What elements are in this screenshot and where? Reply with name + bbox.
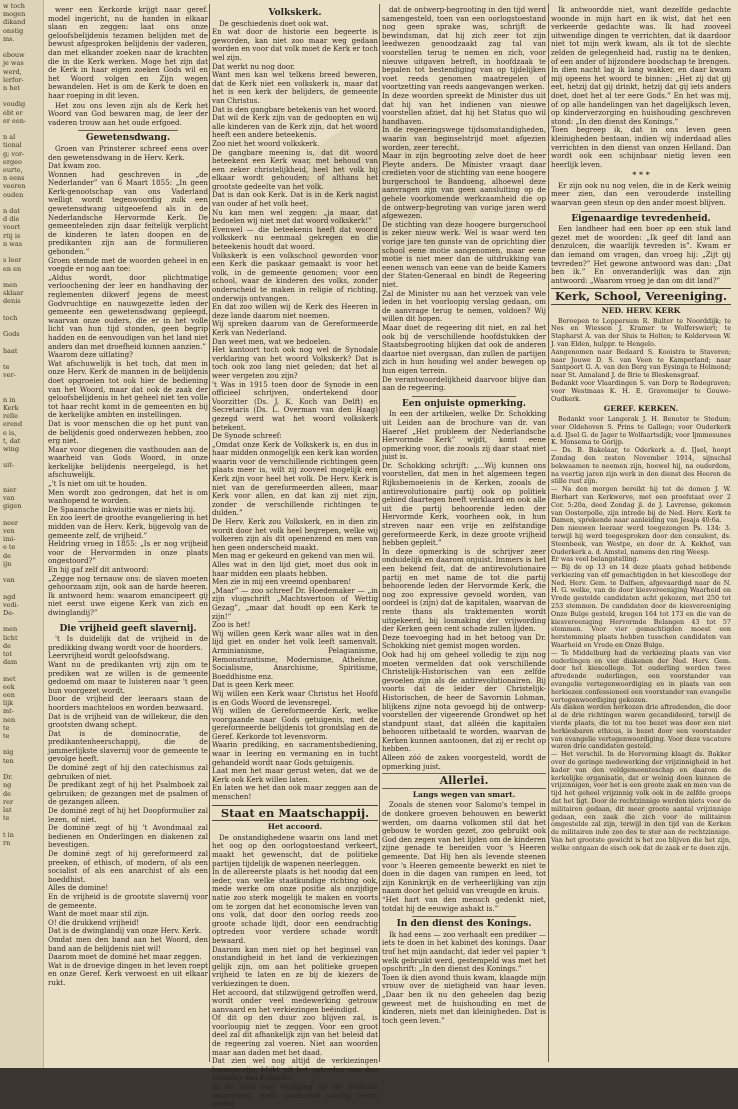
article-text: Ik antwoordde niet, want dezelfde gedachte woonde in mijn hart en ik wist, dat het een verkeerde gedachte was. Ik had zooveel uitwendige dingen te verrichten, dat ik daardoor niet tot mijn werk kwam, als ik tot de slechte zelden de gelegenheid had, rustig na te denken, of een ander of bijzondere boodschap te brengen. In dien nacht lag ik lang wakker, en daar kwam mij opeens het woord te binnen: „Het zij dat gij eet, hetzij dat gij drinkt, hetzij dat gij iets anders doet, doet het al ter eere Gods.” En het was mij, of op alle handelingen van het dagelijksch leven, op kinderverzorging en huishouding geschreven stond: „In den dienst des Konings.” Toen begreep ik, dat in ons leven geen kleinigheden bestaan, indien wij inderdaad alles verrichten in den dienst van onzen Helland. Dan wordt ook een schijnbaar nietig leven een heerlijk leven.	[551, 5, 731, 169]
section-heading: Allerlei.	[439, 774, 489, 788]
article-text: weer een Kerkorde krijgt naar geref. model ingericht, nu de handen in elkaar slaan en zeggen: laat ons onze geloofsbelijdenis tezamen belijden met de bewust afgesproken belijdenis der vaderen, dan met elkander zoeken naar de krachten die in die Kerk werken. Moge het zijn dat de Kerk in haar eigen zoeken Gods wil en het Woord volgen en Zijn wegen bewandelen. Het is om de Kerk te doen en haar roeping in dit leven.	[48, 5, 208, 100]
divider	[581, 211, 701, 212]
column-rule	[548, 4, 549, 1062]
article-text: In een der artikelen, welke Dr. Schokking uit Leiden aan de brochure van dr. van Haeref „Het probleem der Nederlandsche Hervormde Kerk” wijdt, komt eene opmerking voor, die zooals zij daar staat niet juist is. Dr. Schokking schrijft: „...Wij kunnen ons voorstellen, dat men in het algemeen tegen Rijksbemoeienis in de Kerken, zooals de antirevolutionaire partij ook op politiek gebied daartegen heeft verklaard en ook alle uit die partij behoorende leden der Hervormde Kerk, voorheen ook, in hun streven naar een vrije en zelfstandige gereformeerde Kerk, in deze groote vrijheid hebben gepleit.” In deze opmerking is de schrijver zeer onduidelijk en daarom onjuist. Immers is het een bekend feit, dat de antirevolutionaire partij en met name de tot die partij behoorende leden der Hervormde Kerk, die nog zoo expressive gevoeld worden, van oordeel is (zijn) dat de kapitalen, waarvan de rente thans als traktementen wordt uitgekeerd, bij losmaking der vrijwording der Kerken geen cent schade zullen lijden. Deze toevoeging had in het betoog van Dr. Schokking niet gemist mogen worden. Ook had hij om geheel volledig te zijn nog moeten vermelden dat ook verschillende Christelijk-Historischen van een zelfde gevoelen zijn als de antirevolutionairen. Bij voorts dat de leider der Christelijk-Historischen, de heer de Savornin Lohman, blijkens zijne nota gevoegd bij de ontwerp-voorstellen der vigeerende Grondwet op het standpunt staat, dat alléén die kapitalen behooren uitbetaald te worden, waarvan de Kerken kunnen aantoonen, dat zij er recht op hebben. Alleen zóó de zaken voorgesteld, wordt de opmerking juist.	[382, 409, 546, 771]
article-heading: Een onjuiste opmerking.	[401, 398, 527, 409]
column-3	[382, 6, 546, 1061]
article-heading: Volkskerk.	[268, 8, 322, 18]
article-text: De geschiedenis doet ook wat. En wat door de historie een begeerte is geworden, kan niet zoo maar weg gedaan worden en voor dat volk moet de Kerk er toch wel zijn. Dat werkt nu nog door. Want men kan wel telkens breed beweren, dat de Kerk niet een volkskerk is, maar dat het is een kerk der belijders, de gemeente van Christus. Dat is den gangbare betekenis van het woord. Dat wil de Kerk zijn van de gedoopten en wij alle kinderen van de Kerk zijn, dat het woord heeft een andere beteekenis. Zoo niet het woord volkskerk. De gangbare meening is, dat dit woord beteekent een Kerk waar, met behoud van een zeker christelijkheid, heel het volk bij elkaar wordt gehouden; of althans het grootste gedeelte van het volk. Dat is dan ook Kerk. Dat is in de Kerk nagist van ouder af het volk heet. Nu kan men wel zeggen: „ja maar, dat bedoelen wij niet met dat woord volkskerk!” Evenwel — die beteekenis heeft dat woord volkskerk nu eenmaal gekregen en die beteekenis houdt dat woord. Volkskerk is een volkschool geworden voor een Kerk die paskaar gemaakt is voor het volk, in de gemeente genomen; voor een school, waar de kinderen des volks, zonder onderscheid te maken in religie of richting, onderwijs ontvangen. En dat zoo willen wij de Kerk des Heeren in deze lande daarom niet noemen. Wij spreken daarom van de Gereformeerde Kerk van Nederland. Dan weet men, wat we bedoelen. Het kantoort toch ook nog wel de Synodale verklaring van het woord Volkskerk? Dat is toch ook zoo lang niet geleden; dat het al weer vergeten zou zijn? 't Was in 1915 toen door de Synode in een officieel schrijven, ondertekend door Voorzitter (Ds. J. K. Koch van Delft) en Secretaris (Ds. L. Overman van den Haag) gezegd werd wat het woord volkskerk betekent. De Synode schreef: „Omdat onze Kerk de Volkskerk is, en dus in haar midden onmogelijk een kerk kan worden waarin voor de verschillende richtingen geen plaats meer is, wilt zij zooveel mogelijk een Kerk zijn voor heel het volk. De Herv. Kerk is niet van de gereformeerden alleen, maar Kerk voor allen, en dat kan zij niet zijn, zonder de verschillende richtingen te dulden.” De Herv. Kerk zou Volkskerk, en in dien zin wordt door het volk heel begrepen, welke wij volkeren zijn als dit openenzend en men van hen geen onderscheid maakt. Men mag er gekeurd en gekend van men wil. Alles wat in den lijd giet, moet dus ook in haar midden een plaats hebben. Men zie in mij een vreemd openbaren! „Maar” — zoo schreef Dr. Hoedemaker — „in zijn vlugschrift „Machtsvertoon of Wettig Gezag”, „maar dat houdt op een Kerk te zijn!” Zoo is het! Wij willen geen Kerk waar alles wat in den lijd giet en onder het volk leeft samenvalt. Arminianisme, Pelagianisme, Remonstrantisme, Modernisme, Atheïsme, Socialisme, Anarchisme, Spiritisme, Boeddhisme enz. Dat is geen Kerk meer. Wij willen een Kerk waar Christus het Hoofd is en Gods Woord de levensregel. Wij willen de Gereformeerde Kerk, welke voorgaande naar Gods getuigenis, met de gereformeerde belijdenis tot grondslag en de Geref. Kerkorde tot levensvorm. Waarin prediking, en sacramentsbediening, waar in leering en vermaning en in tucht gehandeld wordt naar Gods getuigenis. Laat men het maar gerust weten, dat we de Kerk ook Kerk willen laten. En laten we het dan ook maar zeggen aan de menschen!	[212, 18, 378, 802]
article-heading: In den dienst des Konings.	[396, 919, 532, 930]
subsection-heading: NED. HERV. KERK	[601, 306, 681, 315]
divider	[412, 916, 516, 917]
article-text: De onstandighedene waarin ons land met het oog op den oorlogstoestand verkeert, maakt het gewenscht, dat de politieke partijen tijdelijk de wapenen neerleggen. In de allereerste plaats is het noodig dat een ieder, van welke staatkundige richting ook, mede werke om onze positie als onzijdige natie zoo sterk mogelijk te maken en voorts om te zorgen dat het economische leven van ons volk, dat door den oorlog reeds zoo groote schade lijdt, door een eendrachtig optreden voor verdere schade wordt bewaard. Daarom kan men niet op het beginsel van onstandigheid in het land de verkiezingen gelijk zijn, om aan het politieke groepen vrijheid te laten en ze bij de kiezers de verkiezingen te doen. Het accoord, dat stilzwijgend getroffen werd, wordt onder veel medewerking getrouw aanvaard en het verkiezingen beëindigd. Of dit op den duur zoo blijven zal, is voorloopig niet te zeggen. Voor een groot deel zal dit afhankelijk zijn van het beleid dat de regeering zal voeren. Niet aan woorden maar aan daden met het daad. Dat zien wel nog altijd de verkiezingen kunnen zijn, blijkt uit het optreden van den Minister van Koloniën. In de nota van wijziging op de Indische begrooting, welk staatsstuk noodig werd, omdat	[212, 832, 378, 1109]
left-page-fragment	[0, 0, 44, 1068]
article-heading: Eigenaardige tevredenheid.	[571, 213, 711, 224]
article-text: Er zijn ook nu nog velen, die in de Kerk weinig meer zien, dan een verouderde instelling waarvan geen steun op den ander moest blijven.	[551, 180, 731, 208]
column-rule	[209, 4, 210, 1062]
article-text: 't Is duidelijk dat de vrijheid in de predikking dwang wordt voor de hoorders. Leervrijheid wordt geloofsdwang. Want nu de predikanten vrij zijn om te prediken wat ze willen is de gemeente gedoemd om maar te luisteren naar 't geen hun voorgezet wordt. Door de vrijheid der leeraars staan de hoorders machteloos en worden bezwaard. Dat is de vrijheid van de willekeur, die den grootsten dwang schept. Dat is de dominocratie, de predikantenheerschappij, die de jammerlijkste slavernij voor de gemeente te gevolge heeft. De dominé zegt of hij den catechismus zal gebruiken of niet. De predikant zegt of hij het Psalmboek zal gebruiken; de gezangen met de psalmen of de gezangen alleen. De dominé zegt of hij het Doopformulier zal lezen, of niet. De dominé zegt of hij 't Avondmaal zal bedienen en Onderlingen en diakenen zal bevestigen. De dominé zegt of hij gereformeerd zal preeken, of ethisch, of modern, of als een socialist of als een anarchist of als een boeddhist. Alles de domine! En de vrijheid is de grootste slavernij voor de gemeente. Want de moet maar stil zijn. O! die drukkend vrijheid! Dat is de dwinglandij van onze Herv. Kerk. Omdat men den band aan het Woord, den band aan de belijdenis niet wil! Daarom moet de dominé het maar zeggen. Wat is de droevige dingen in het leven roept en onze Geref. Kerk verwoest en uit elkaar rukt.	[48, 634, 208, 987]
news-items: Beroepen te Loppersum R. Bulter te Noorddijk; te Nes en Wiesson J. Kramer te Wolferswiert; te Stapharst A. van der Sluis te Holten; te Kolderveen W. J. van Elden, hulppr. te Hengelo. Aangenomen naar Bedaard S. Kooistra te Staveren; naar Jouwe D. S. van Veen te Kamperland; naar Santpoort G. A. van den Berg van Eysinga te Helmond; naar St. Annaland J. de Brie te Bleskensgraaf. Bedankt voor Vlaardingen S. van Dorp te Rodegraven; voor Westmaas K. H. E. Gravemeijer te Gouwe-Oudkerk.	[551, 316, 731, 403]
article-text: Het zou ons leven zijn als de Kerk het Woord van God bewaren mag, de leer der vaderen trouw aan het oude erfgoed.	[48, 100, 208, 127]
divider	[78, 621, 178, 622]
divider	[78, 130, 178, 131]
column-4	[551, 6, 731, 1061]
article-heading: Die vrijheid geeft slavernij.	[59, 623, 197, 634]
article-text: Groen van Prinsterer schreef eens over den gewetensdwang in de Herv. Kerk. Dat kwam zoo. Wonnen had geschreven in „de Nederlander” van 6 Maart 1855: „In geen Kerk-genootschap van ons Vaderland welligt wordt tegenwoordig zulk een gewetensdwang uitgeoefend als in de Nederlandsche Hervormde Kerk. De gemeenteleden zijn daar feitelijk verplicht de kinderen te laten doopen en de predikanten zijn aan de formulieren gebonden.” Groen stemde met de woorden geheel in en voegde er nog aan toe: „Aldus wordt, door plichtmatige verloochening der leer en handhaving der reglementen dikwerf jegens de meest Godvruchtige en nauwgezette leden der gemeente een gewetensdwang gepleegd, waarvan onze ouders, die er in het volle licht van hun tijd stonden, geen begrip hadden en de eenvoudigen van het land niet anders dan met droefheid kunnen aanzien.” Waarom deze uitlating? Wat afschuwelijk is het toch, dat men in onze Herv. Kerk de mannen in de belijdenis doet opgroeien tot ook hier de bediening van het Woord, maar dat ook de zaak der geloofsbelijdenis in het geheel niet ten volle tot haar recht komt in de gemeenten en bij de kerkelijke ambten en instellingen. Dat is voor menschen die op het punt van de belijdenis goed onderwezen hebben, zoo erg niet. Maar voor diegenen die vasthouden aan de waarheid van Gods Woord, in onze kerkelijke belijdenis neergelegd, is het afschuwelijk. „'t Is niet om uit te houden. Men wordt zoo gedrongen, dat het is om wanhopend te worden. De Spaansche inkwisitie was er niets bij. En zoo leert de groothe evangeliering in het midden van de Herv. Kerk, bijgevolg van de gemeente zelf, de vrijheid.” Heldring vroeg in 1855: „Is er nog vrijheid voor de Hervormden in onze plaats ongestoord?” En hij gaf zelf dit antwoord: „Zegge nog ternauw ons: de slaven moeten gehoorzaam zijn, ook aan de harde heeren. Ik antwoord hem: waarom emancipeert gij niet eerst uwe eigene Kerk van zich en dwinglandij?”	[48, 143, 208, 617]
article-text: Ik had eens — zoo verhaalt een prediker — iets te doen in het kabinet des konings. Daar trof het mijn aandacht, dat ieder vel papier 't welk gebruikt werd, gestempeld was met het opschrift: „In den dienst des Konings.” Toen ik dien avond thuis kwam, klaagde mijn vrouw over de nietigheid van haar leven. „Daar ben ik nu den geheelen dag bezig geweest met de huishouding en met de kinderen, niets met dan kleinigheden. Dat is toch geen leven.”	[382, 929, 546, 1025]
column-rule	[379, 4, 380, 1062]
divider	[412, 396, 516, 397]
subsection-heading: GEREF. KERKEN.	[603, 404, 679, 414]
news-items: Bedankt voor Langerak J. H. Benuter te Stedum; voor Oldehoven S. Prins te Gallogo; voor Ouderkerk a.d. IJsel G. de Jager te Wolfaartsdijk; voor Ijmmesunes K. Monsema te Gorijp. — Ds. B. Bakelaar, te Oderkerk a. d. IJsel, hoopt Zondag den zesten November 1914, sijnschal bekwaamen te neemen zijn, hoewel hij, na ouderdom, na veertig jaren zijn werk in den dienst des Heeren de stille rust zijn. — Na den morgen bereikt hij tot de domen J. W. Bierhart van Kerkwerve, met een proefstaat over 2 Cor. 5:20a, deed Zondag jl. de J. Lavrense, gekomen van Oosterpolle, zijn intrede bij de Ned. Herv. Kerk te Damen, sprekende naar aanleiding van Jesaja 40:6a. Den nieuwen leeraar werd toegezongen Ps. 134: 3. terwijl hij werd toegesproken door den consulent, ds. Steenbeek, van Westpe, en door dr. A. Kekhof, van Ouderkerk a. d. Amstel, namens den ring Weesp. Er was veel belangstelling. — Bij de op 13 en 14 deze plaats gehad hebbende verkiezing van elf gemachtigden in het kiescollege der Ned. Herv. Gem. te Dalfsen, afgevaardigd naar de N. H. G. welke, van de door kiesvereeniging Waarheid en Vrede gestelde candidaten acht gekozen, met 250 tot 253 stemmen. De candidaten door de kiesvereeniging Onze Bulge gesteld, kregen 164 tot 173 en die van de kiesvereeniging Hervormde Belangen 43 tot 57 stemmen. Voor vier gemachtigden moest een herstemming plaats hebben tusschen candidaten van Waarheid en Vrede en Onze Bulge. — Te Middelburg had de verkiezing plaats van vier ouderlingen en vier diakenen der Ned. Herv. Gem. door het kiescollege. Tot ouderling werden twee aftredende ouderlingen, een voorstander van evangelie vertegenwoordiging en in plaats van een herkiezen confessioneel een voorstander van evangelie vertegenwoordiging gekozen. Als diaken werden herkozen drie aftredenden, die door al de drie richtingen waren gecandideerd, terwijl de vierde plaats, die tot nu toe bezet was door een niet herkiesbaren ethicus, is bezet door een voorstander van evangelie vertegenwoordiging. Voor deze vacature waren drie candidaten gesteld. — Het verschil. In de Hervorming klaagt ds. Bakker over de geringe medewerking der vrijzinnigheid in het kader van den veldgemeenteschap en daarom de kerkelijke organisatie, dat er weinig doen kunnen de vrijzinnigen, voor het is een groote zaak en men van de tijd het geheel vrijzinnig volk ook in de zelfde groeps dat het ligt. Door de rechtzinnige werden niets voor de militairen gedaan, dit meer groote aantal vrijzinnige gedaan, een zaak die zich voor de militairen omgestelde zal zijn, terwijl in den tijd van de Kerken de militairen inde zoo des te ster aan de rechtzinnige. Van het grootste gewicht is het zoo blijven die het zijn, welke ontgaan de eisch ook dat de zaak er te doen zijn.	[551, 414, 731, 852]
article-heading: Langs wegen van smart.	[412, 789, 516, 799]
column-1	[48, 6, 208, 1061]
column-2	[212, 6, 378, 1109]
article-heading: Gewetensdwang.	[85, 133, 171, 144]
divider	[382, 788, 546, 789]
section-title: Staat en Maatschappij.	[212, 805, 378, 822]
article-text: dat de ontwerp-begrooting in den tijd werd samengesteld, toen van een oorlogstoestand nog geen sprake was, schrijft de bewindsman, dat hij zich zeer tot zijn leedwezen genoodzaakt zag tal van voorstellen terug te nemen en zich, voor nieuwe uitgaven betreft, in hoofdzaak te bepalen tot bestendiging van op tijdelijken voet reeds genomen maatregelen of voortzetting van reeds aangevangen werken. In deze woorden spreekt de Minister dus uit dat hij van het indienen van nieuwe voorstellen afziet, dat hij het Status quo wil handhaven. In de regeeringswege tijdsomstandigheden, waarin van beginselstrijd moet afgezien worden, zeer terecht. Maar in zijn begrooting zelve doet de heer Pleyte anders. De Minister vraagt daar credieten voor de stichting van eene hoogere burgerschool te Bandoeng, alhoewel deze aanvragen zijn van geen aansluiting op de gehele voorkomende werkzaamheid die op de ontwerp-begroting van vorige jaren werd afgewezen. De stichting van deze hoogere burgerschool is zeker nieuw werk. Wel is waar werd ten vorige jare ten gunste van de oprichting dier school eene motie aangenomen, maar eene motie is niet meer dan de uitdrukking van eenen wensch van eene van de beide Kamers der Staten-Generaal en bindt de Regeering niet. Zal de Minister nu aan het verzoek van vele leden in het voorloopig verslag gedaan, om de aanvrage terug te nemen, voldoen? Wij willen dit hopen. Maar doet de regeering dit niet, en zal het ook bij de verschillende hoofdstukken der Staatsbegrooting blijken dat ook de anderen daartoe niet overgaan, dan zullen de partijen zich in hun houding wel ander bewegen op hun eigen terrein. De verantwoordelijkheid daarvoor blijve dan aan de regeering.	[382, 5, 546, 393]
article-text: Een landheer had een boer op een stuk land gezet met de woorden: „Ik geef dit land aan denzulcen, die waarlijk tevreden is”. Kwam er dan iemand om vragen, dan vroeg hij: „Zijt gij tevreden?” Het gewone antwoord was dan: „Dat ben ik.” En onveranderlijk was dan zijn antwoord: „Waarom vroeg je dan om dit land?”	[551, 224, 731, 285]
article-heading: Het accoord.	[267, 822, 323, 832]
article-text: Zooals de stenen voor Salomo's tempel in de donkere groeven behouwen en bewerkt werden, om daarna volkomen stil dat het gebouw te worden gezet, zoo gebruikt ook God den zegen van het lijden om de kinderen zijne genade te bereiden voor 's Heeren gemeente. Dat Hij hen als levende steenen voor 's Heeren gemeente bewerkt en niet te doen in die dagen van rampen en leed, tot zijn Koninkrijk en de verheerlijking van zijn naam door het geluid van vreugde en kruis. “Het hart van den mensch gedenkt niet, totdat hij de eeuwige ashakt is.”	[382, 800, 546, 913]
fragment-text: w toch mogen dikand onstig ms. ebouw je was werd, lerfor- n het voudig ebt er er een- n al tional g; vor- ergeo eurte, n eens veeren ouden n dat d die voort rtij is n was s leer en en men sklaar denis toch Gods haat te ver- n in Kerk relle erend e is, t, dat wing uit- nier van gigen neer ven imi- e te de ijn van ngd vedi- De- men licht de tot dam met eek een lijk mt- nen te te nig ten Dr. ng de rer lat te t in rn	[3, 2, 27, 847]
separator-stars: * * *	[632, 170, 650, 180]
section-title: Kerk, School, Vereeniging.	[551, 288, 731, 305]
